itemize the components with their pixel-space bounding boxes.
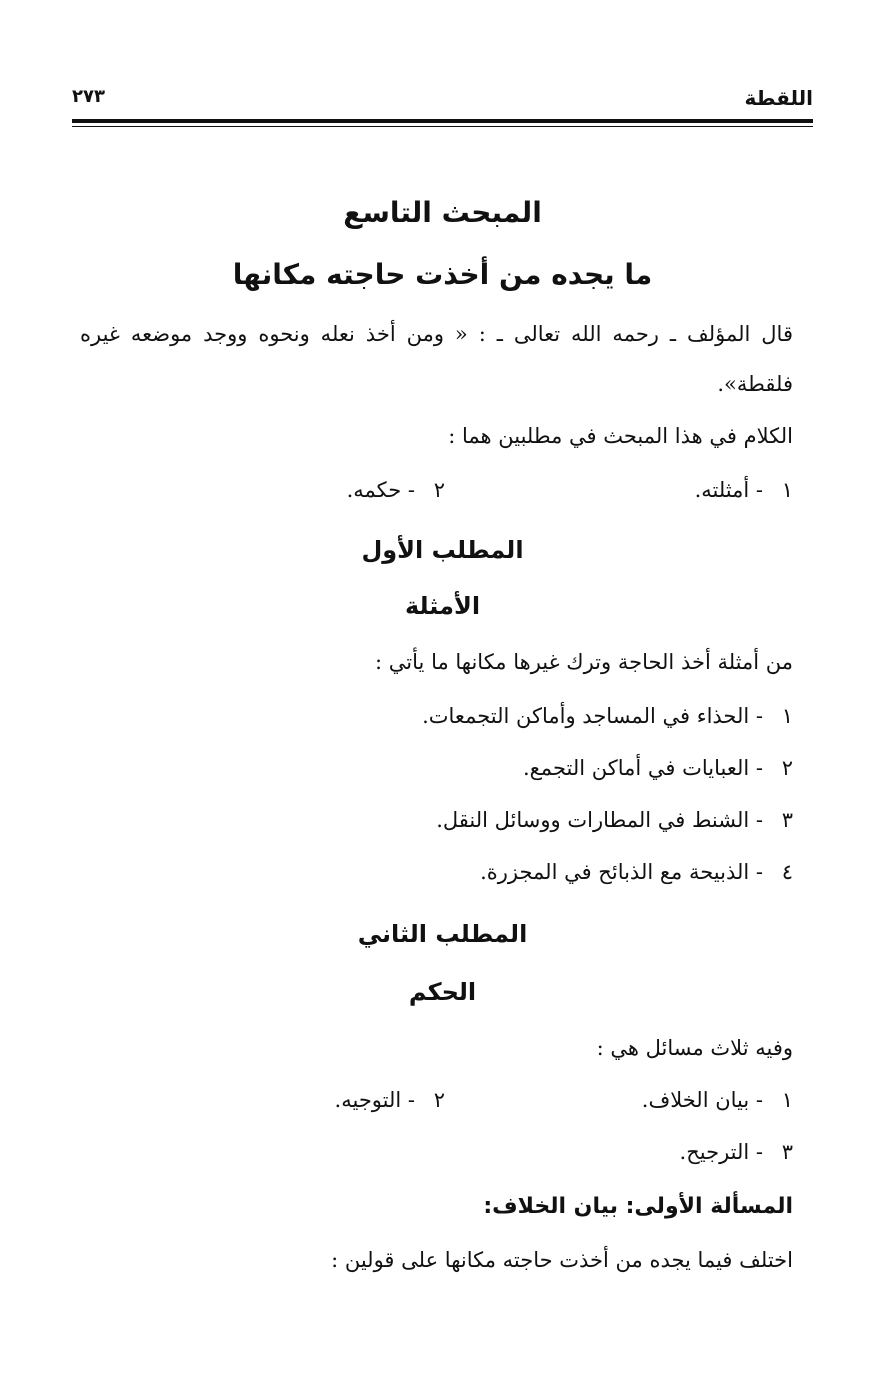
- item-number: ٢: [433, 478, 445, 502]
- topic2-heading: المطلب الثاني: [357, 920, 528, 948]
- example-item-2: [523, 756, 793, 780]
- quote-line-2: فلقطة».: [717, 372, 793, 396]
- item-text: - الذبيحة مع الذبائح في المجزرة.: [480, 860, 763, 884]
- item-text: - بيان الخلاف.: [641, 1088, 763, 1112]
- item-text: - الحذاء في المساجد وأماكن التجمعات.: [422, 704, 763, 728]
- topic1-heading: المطلب الأول: [361, 536, 524, 564]
- item-number: ٢: [433, 1088, 445, 1112]
- intro-item-1: [695, 478, 793, 502]
- example-item-1: [422, 704, 793, 728]
- topic1-title: الأمثلة: [404, 592, 481, 620]
- item-number: ١: [781, 478, 793, 502]
- item-text: - حكمه.: [346, 478, 415, 502]
- item-text: - الترجيح.: [679, 1140, 763, 1164]
- item-number: ٤: [781, 860, 793, 884]
- example-item-3: [436, 808, 793, 832]
- item-number: ٢: [781, 756, 793, 780]
- item-number: ١: [781, 704, 793, 728]
- item-text: - التوجيه.: [334, 1088, 415, 1112]
- item-text: - العبايات في أماكن التجمع.: [522, 756, 763, 780]
- intro-item-2: [347, 478, 445, 502]
- examples-intro: من أمثلة أخذ الحاجة وترك غيرها مكانها ما يأتي :: [375, 650, 793, 674]
- section-heading: المبحث التاسع: [343, 196, 542, 229]
- topic2-title: الحكم: [408, 978, 477, 1006]
- header-rule-thick: [72, 119, 813, 123]
- item-number: ١: [781, 1088, 793, 1112]
- example-item-4: [480, 860, 793, 884]
- section-title: ما يجده من أخذت حاجته مكانها: [232, 258, 653, 291]
- issue1-text: اختلف فيما يجده من أخذت حاجته مكانها على قولين :: [331, 1248, 793, 1272]
- ruling-intro: وفيه ثلاث مسائل هي :: [596, 1036, 793, 1060]
- item-text: - أمثلته.: [694, 478, 763, 502]
- running-title: اللقطة: [744, 86, 813, 110]
- intro-text: الكلام في هذا المبحث في مطلبين هما :: [448, 424, 793, 448]
- ruling-item-2: [335, 1088, 445, 1112]
- item-text: - الشنط في المطارات ووسائل النقل.: [436, 808, 763, 832]
- item-number: ٣: [781, 1140, 793, 1164]
- page-number: ٢٧٣: [72, 86, 105, 107]
- ruling-item-3: [680, 1140, 793, 1164]
- issue1-heading: المسألة الأولى: بيان الخلاف:: [483, 1194, 793, 1219]
- header-rule-thin: [72, 126, 813, 127]
- ruling-item-1: [642, 1088, 793, 1112]
- quote-line-1: قال المؤلف ـ رحمه الله تعالى ـ : « ومن أخذ نعله ونحوه ووجد موضعه غيره: [80, 322, 793, 346]
- running-header: [72, 86, 813, 116]
- item-number: ٣: [781, 808, 793, 832]
